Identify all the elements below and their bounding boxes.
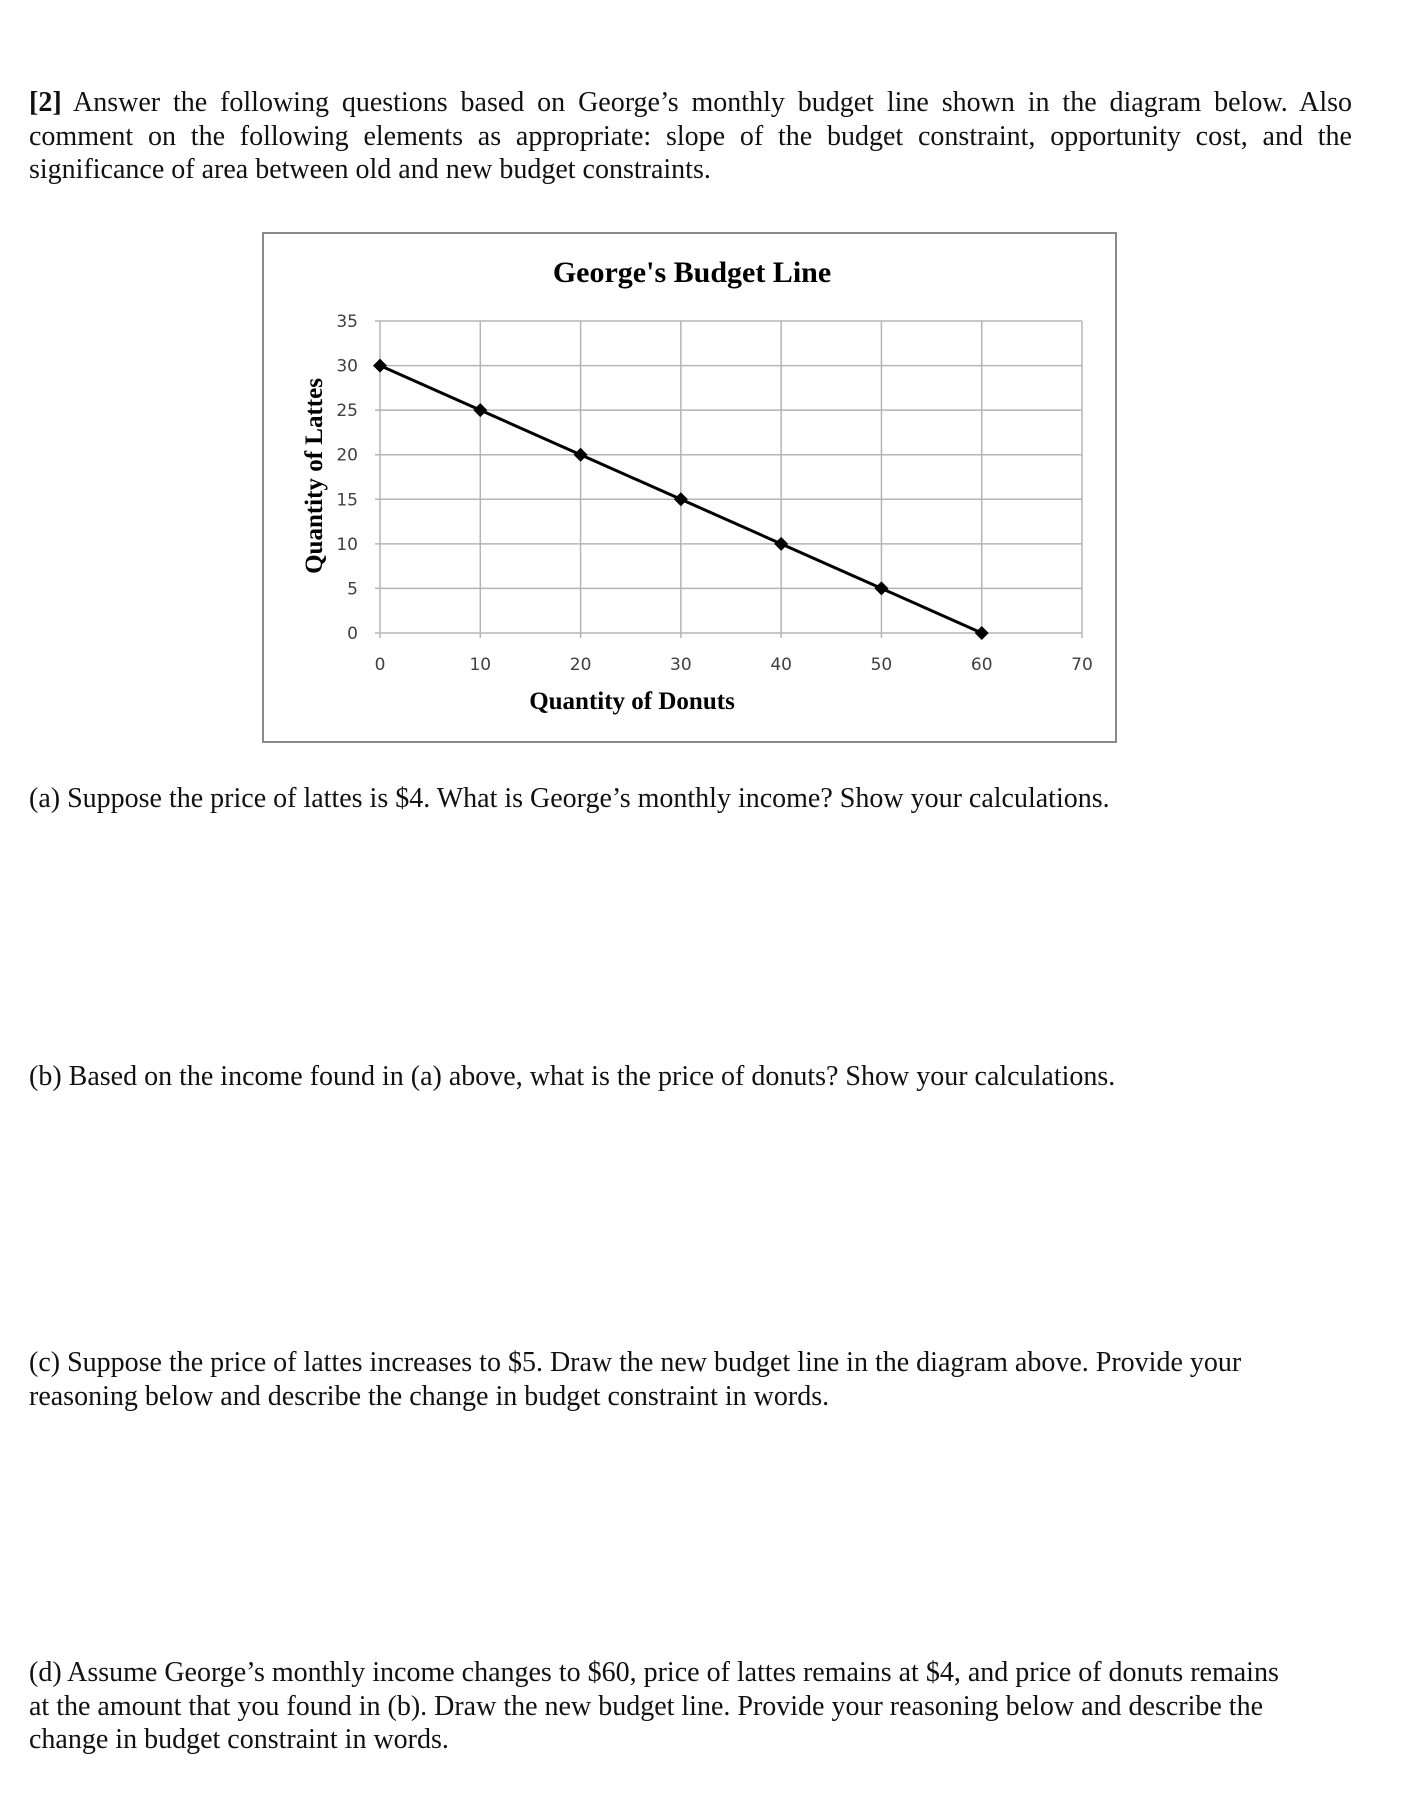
data-point-marker [774,537,788,551]
y-tick-label: 20 [336,445,358,466]
data-point-marker [373,359,387,373]
data-point-marker [473,403,487,417]
y-tick-label: 35 [336,312,358,332]
question-c-line: reasoning below and describe the change in budget constraint in words. [29,1380,830,1412]
y-tick-label: 25 [336,401,358,422]
tick-labels [336,312,1092,675]
question-d-line: at the amount that you found in (b). Draw the new budget line. Provide your reasoning below and describe the [29,1690,1264,1722]
x-tick-label: 10 [469,655,492,675]
question-a [29,782,1110,816]
intro-paragraph [29,86,1352,187]
x-axis-title: Quantity of Donuts [529,688,735,715]
question-a-line: (a) Suppose the price of lattes is $4. What is George’s monthly income? Show your calculations. [29,783,1110,814]
x-tick-label: 40 [770,655,792,675]
question-d-line: (d) Assume George’s monthly income changes to $60, price of lattes remains at $4, and price of donuts remains [29,1657,1279,1688]
grid [375,321,1082,638]
chart-title: George's Budget Line [552,256,832,289]
x-tick-label: 60 [970,655,993,675]
question-b-line: (b) Based on the income found in (a) above, what is the price of donuts? Show your calculations. [29,1061,1116,1092]
x-tick-label: 30 [670,655,692,675]
data-point-marker [975,626,989,640]
y-axis-title: Quantity of Lattes [301,378,328,574]
x-tick-label: 70 [1071,655,1093,675]
question-d [29,1656,1279,1757]
question-d-line: change in budget constraint in words. [29,1724,449,1755]
data-point-marker [674,492,688,506]
budget-line-chart [262,232,1117,743]
question-c-line: (c) Suppose the price of lattes increases to $5. Draw the new budget line in the diagram above. Provide your [29,1347,1242,1378]
y-tick-label: 10 [336,534,358,555]
data-point-marker [574,448,588,462]
question-c [29,1346,1241,1413]
question-number: [2] [29,87,62,118]
y-tick-label: 30 [336,356,358,377]
data-point-marker [874,581,888,595]
x-tick-label: 50 [870,655,893,675]
intro-text: Answer the following questions based on George’s monthly budget line shown in the diagram below. Also comment on the following elements as appropriate: slope of the budget constraint, opportunity cost, and the significance of area between old and new budget constraints. [29,87,1352,185]
x-tick-label: 0 [374,655,386,675]
y-tick-label: 0 [347,624,358,644]
chart-svg [264,234,1119,745]
question-b [29,1060,1115,1094]
y-tick-label: 15 [336,490,358,511]
y-tick-label: 5 [347,579,358,600]
x-tick-label: 20 [569,655,592,675]
